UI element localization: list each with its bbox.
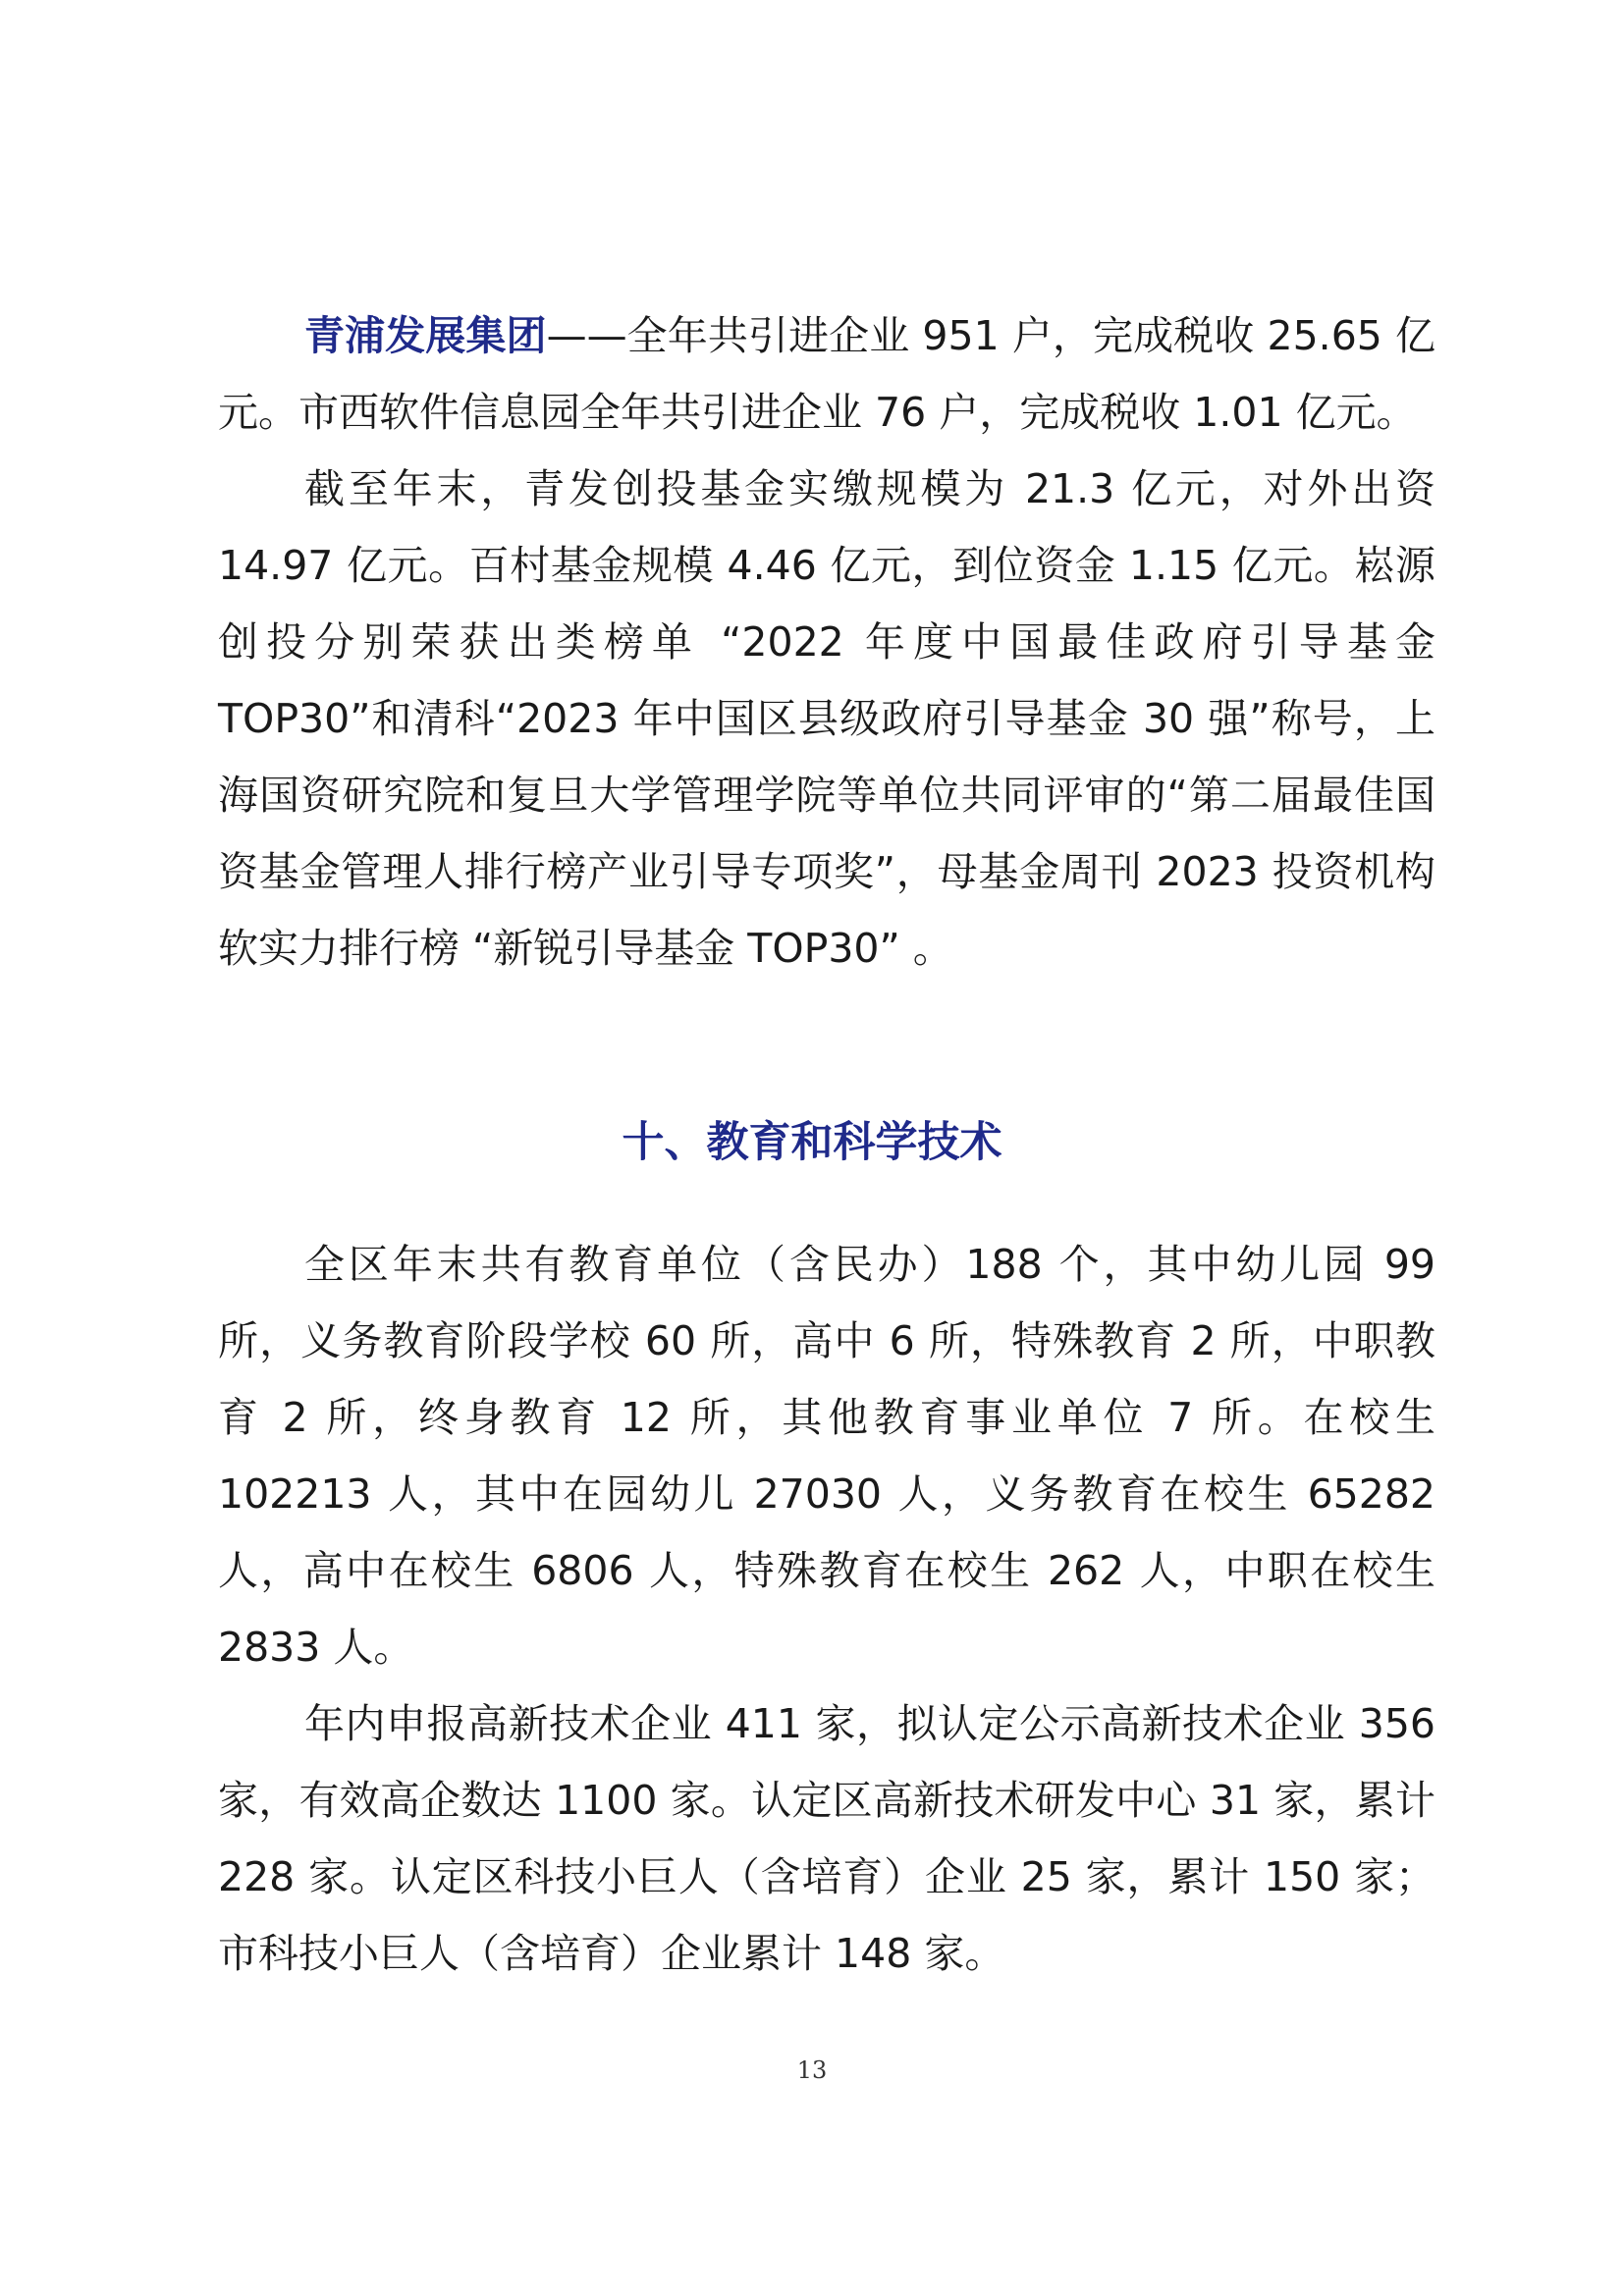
- paragraph-investment-funds: 截至年末，青发创投基金实缴规模为 21.3 亿元，对外出资 14.97 亿元。百村基金规模 4.46 亿元，到位资金 1.15 亿元。崧源创投分别荣获出类榜单 “2022 年度中国最佳政府引导基金 TOP30”和清科“2023 年中国区县级政府引导基金 30 强”称号，上海国资研究院和复旦大学管理学院等单位共同评审的“第二届最佳国资基金管理人排行榜产业引导专项奖”，母基金周刊 2023 投资机构软实力排行榜 “新锐引导基金 TOP30” 。: [218, 465, 1435, 972]
- section-heading: 十、教育和科学技术: [622, 1118, 1002, 1167]
- page-number: 13: [796, 2056, 828, 2084]
- paragraph-body: ——全年共引进企业 951 户，完成税收 25.65 亿元。市西软件信息园全年共引进企业 76 户，完成税收 1.01 亿元。: [218, 312, 1435, 436]
- paragraph-technology: 年内申报高新技术企业 411 家，拟认定公示高新技术企业 356 家，有效高企数达 1100 家。认定区高新技术研发中心 31 家，累计 228 家。认定区科技小巨人（含培育）企业 25 家，累计 150 家；市科技小巨人（含培育）企业累计 148 家。: [218, 1700, 1435, 1977]
- paragraph-lead-highlight: 青浦发展集团: [304, 312, 547, 359]
- paragraph-education: 全区年末共有教育单位（含民办）188 个，其中幼儿园 99 所，义务教育阶段学校 60 所，高中 6 所，特殊教育 2 所，中职教育 2 所，终身教育 12 所，其他教育事业单位 7 所。在校生 102213 人，其中在园幼儿 27030 人，义务教育在校生 65282 人，高中在校生 6806 人，特殊教育在校生 262 人，中职在校生 2833 人。: [218, 1241, 1435, 1671]
- top-text-block: [218, 297, 1435, 987]
- paragraph-qingpu-group: [218, 297, 1435, 451]
- bottom-text-block: [218, 1226, 1435, 1992]
